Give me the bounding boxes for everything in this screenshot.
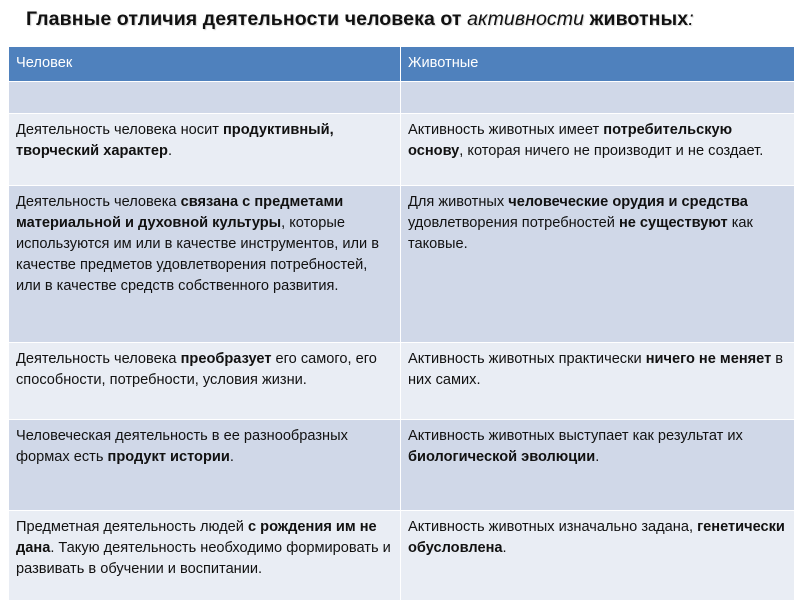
cell-text: Деятельность человека носит [16, 122, 223, 138]
cell-human [9, 511, 401, 600]
cell-text: Деятельность человека [16, 351, 181, 367]
title-emphasis: активности [467, 8, 585, 30]
page-title [26, 8, 694, 31]
cell-text: , которые используются им или в качестве инструментов, или в качестве предметов удовлетворения потребностей, или в качестве средств собственного развития. [16, 215, 379, 294]
cell-human [9, 186, 401, 343]
cell-human [9, 420, 401, 511]
title-text-start: Главные отличия деятельности человека от [26, 8, 468, 30]
cell-text: . [167, 143, 173, 159]
cell-text: Активность животных практически [408, 351, 646, 367]
header-human: Человек [9, 47, 401, 82]
cell-animals [401, 343, 795, 420]
table-row [9, 186, 795, 343]
cell-text: . [502, 540, 507, 556]
cell-text: . Такую деятельность необходимо формировать и развивать в обучении и воспитании. [16, 540, 391, 577]
table-header-row [9, 47, 795, 82]
cell-text-bold: не существуют [618, 215, 728, 231]
cell-text-bold: человеческие орудия и средства [508, 194, 748, 210]
cell-human [9, 343, 401, 420]
cell-animals [401, 186, 795, 343]
cell-text: удовлетворения потребностей [408, 215, 619, 231]
table-row [9, 420, 795, 511]
title-text-end: животных [584, 8, 689, 30]
cell-text: как таковые. [408, 215, 753, 252]
cell-text: Предметная деятельность людей [16, 519, 248, 535]
cell-text: Человеческая деятельность в ее разнообразных формах есть [16, 428, 348, 465]
table-row [9, 511, 795, 600]
cell-text: Активность животных изначально задана, [408, 519, 698, 535]
cell-animals [401, 82, 795, 114]
cell-text: Активность животных выступает как результат их [408, 428, 743, 444]
cell-text: Деятельность человека [16, 194, 181, 210]
cell-text: его самого, его способности, потребности, условия жизни. [16, 351, 377, 388]
cell-text: . [595, 449, 600, 465]
cell-text-bold: с рождения им не дана [16, 519, 377, 556]
cell-text-bold: связана с предметами материальной и духовной культуры [16, 194, 344, 231]
cell-text-bold: продуктивный, творческий характер [16, 122, 334, 159]
cell-text: . [229, 449, 234, 465]
cell-animals [401, 420, 795, 511]
table-row [9, 114, 795, 186]
cell-animals [401, 114, 795, 186]
cell-text-bold: преобразует [180, 351, 272, 367]
cell-text-bold: продукт истории [107, 449, 230, 465]
cell-human [9, 114, 401, 186]
cell-text-bold: биологической эволюции [408, 449, 596, 465]
table-row [9, 343, 795, 420]
cell-text-bold: генетически обусловлена [408, 519, 785, 556]
cell-text-bold: ничего не меняет [645, 351, 772, 367]
comparison-table [8, 46, 795, 600]
table-row [9, 82, 795, 114]
cell-human [9, 82, 401, 114]
cell-animals [401, 511, 795, 600]
cell-text: Для животных [408, 194, 509, 210]
header-animals: Животные [401, 47, 795, 82]
cell-text: Активность животных имеет [408, 122, 604, 138]
cell-text-bold: потребительскую основу [408, 122, 733, 159]
title-colon: : [688, 8, 694, 30]
cell-text: , которая ничего не производит и не создает. [459, 143, 764, 159]
cell-text: в них самих. [408, 351, 784, 388]
